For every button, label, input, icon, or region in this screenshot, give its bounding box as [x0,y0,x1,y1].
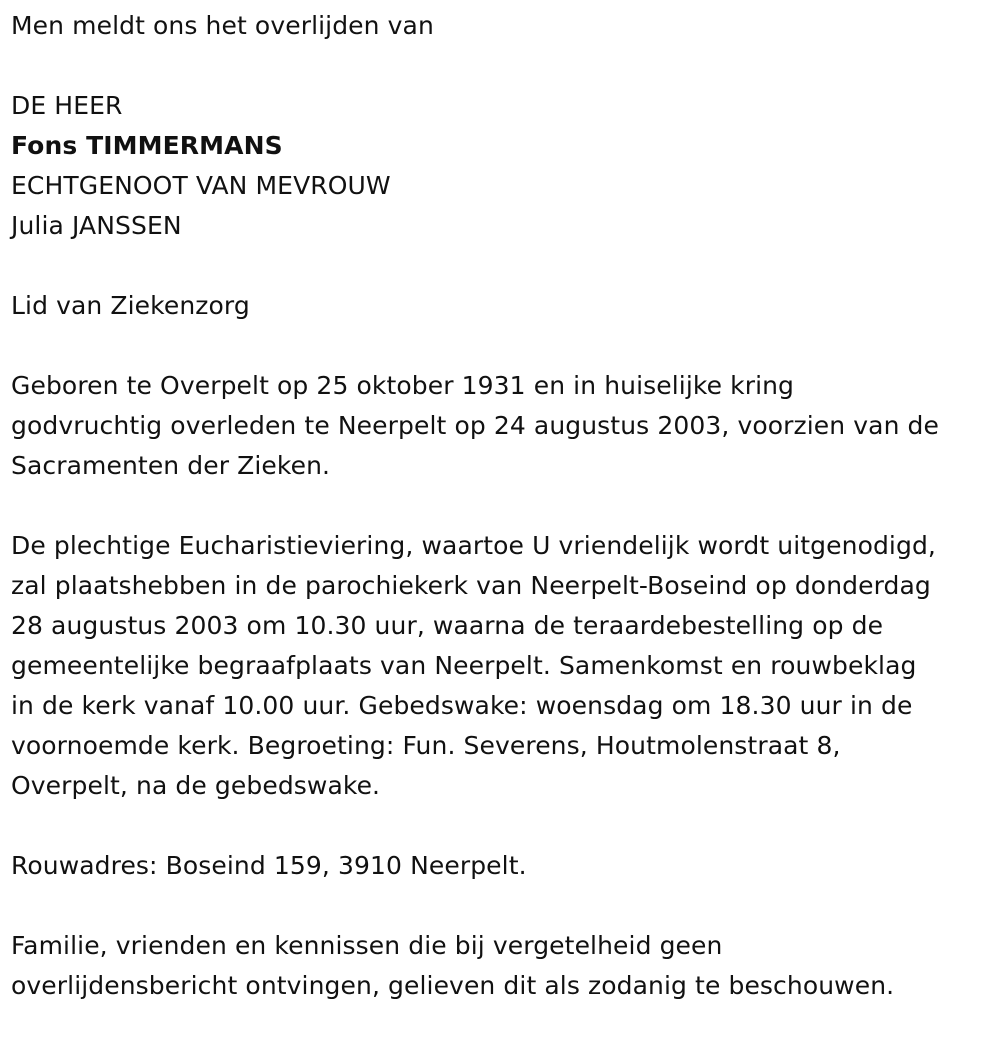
spouse-label: ECHTGENOOT VAN MEVROUW [11,171,391,200]
closing-paragraph [11,926,996,1006]
birth-death-paragraph [11,366,996,486]
paragraph-line: Familie, vrienden en kennissen die bij vergetelheid geen [11,931,723,960]
paragraph-line: in de kerk vanaf 10.00 uur. Gebedswake: woensdag om 18.30 uur in de [11,691,913,720]
deceased-name: Fons TIMMERMANS [11,131,283,160]
spacer [11,486,996,526]
paragraph-line: Sacramenten der Zieken. [11,451,331,480]
paragraph-line: godvruchtig overleden te Neerpelt op 24 augustus 2003, voorzien van de [11,411,940,440]
ceremony-paragraph [11,526,996,806]
membership-text: Lid van Ziekenzorg [11,291,250,320]
spacer [11,46,996,86]
death-notice [11,6,996,1006]
paragraph-line: 28 augustus 2003 om 10.30 uur, waarna de teraardebestelling op de [11,611,884,640]
paragraph-line: Overpelt, na de gebedswake. [11,771,381,800]
spacer [11,806,996,846]
spouse-name: Julia JANSSEN [11,211,182,240]
paragraph-line: voornoemde kerk. Begroeting: Fun. Severens, Houtmolenstraat 8, [11,731,841,760]
deceased-block [11,86,996,246]
spacer [11,886,996,926]
paragraph-line: gemeentelijke begraafplaats van Neerpelt. Samenkomst en rouwbeklag [11,651,917,680]
paragraph-line: zal plaatshebben in de parochiekerk van Neerpelt-Boseind op donderdag [11,571,931,600]
deceased-title: DE HEER [11,91,123,120]
mourning-address: Rouwadres: Boseind 159, 3910 Neerpelt. [11,851,527,880]
intro-text: Men meldt ons het overlijden van [11,11,434,40]
spacer [11,326,996,366]
paragraph-line: De plechtige Eucharistieviering, waartoe U vriendelijk wordt uitgenodigd, [11,531,936,560]
spacer [11,246,996,286]
paragraph-line: overlijdensbericht ontvingen, gelieven dit als zodanig te beschouwen. [11,971,895,1000]
paragraph-line: Geboren te Overpelt op 25 oktober 1931 en in huiselijke kring [11,371,795,400]
